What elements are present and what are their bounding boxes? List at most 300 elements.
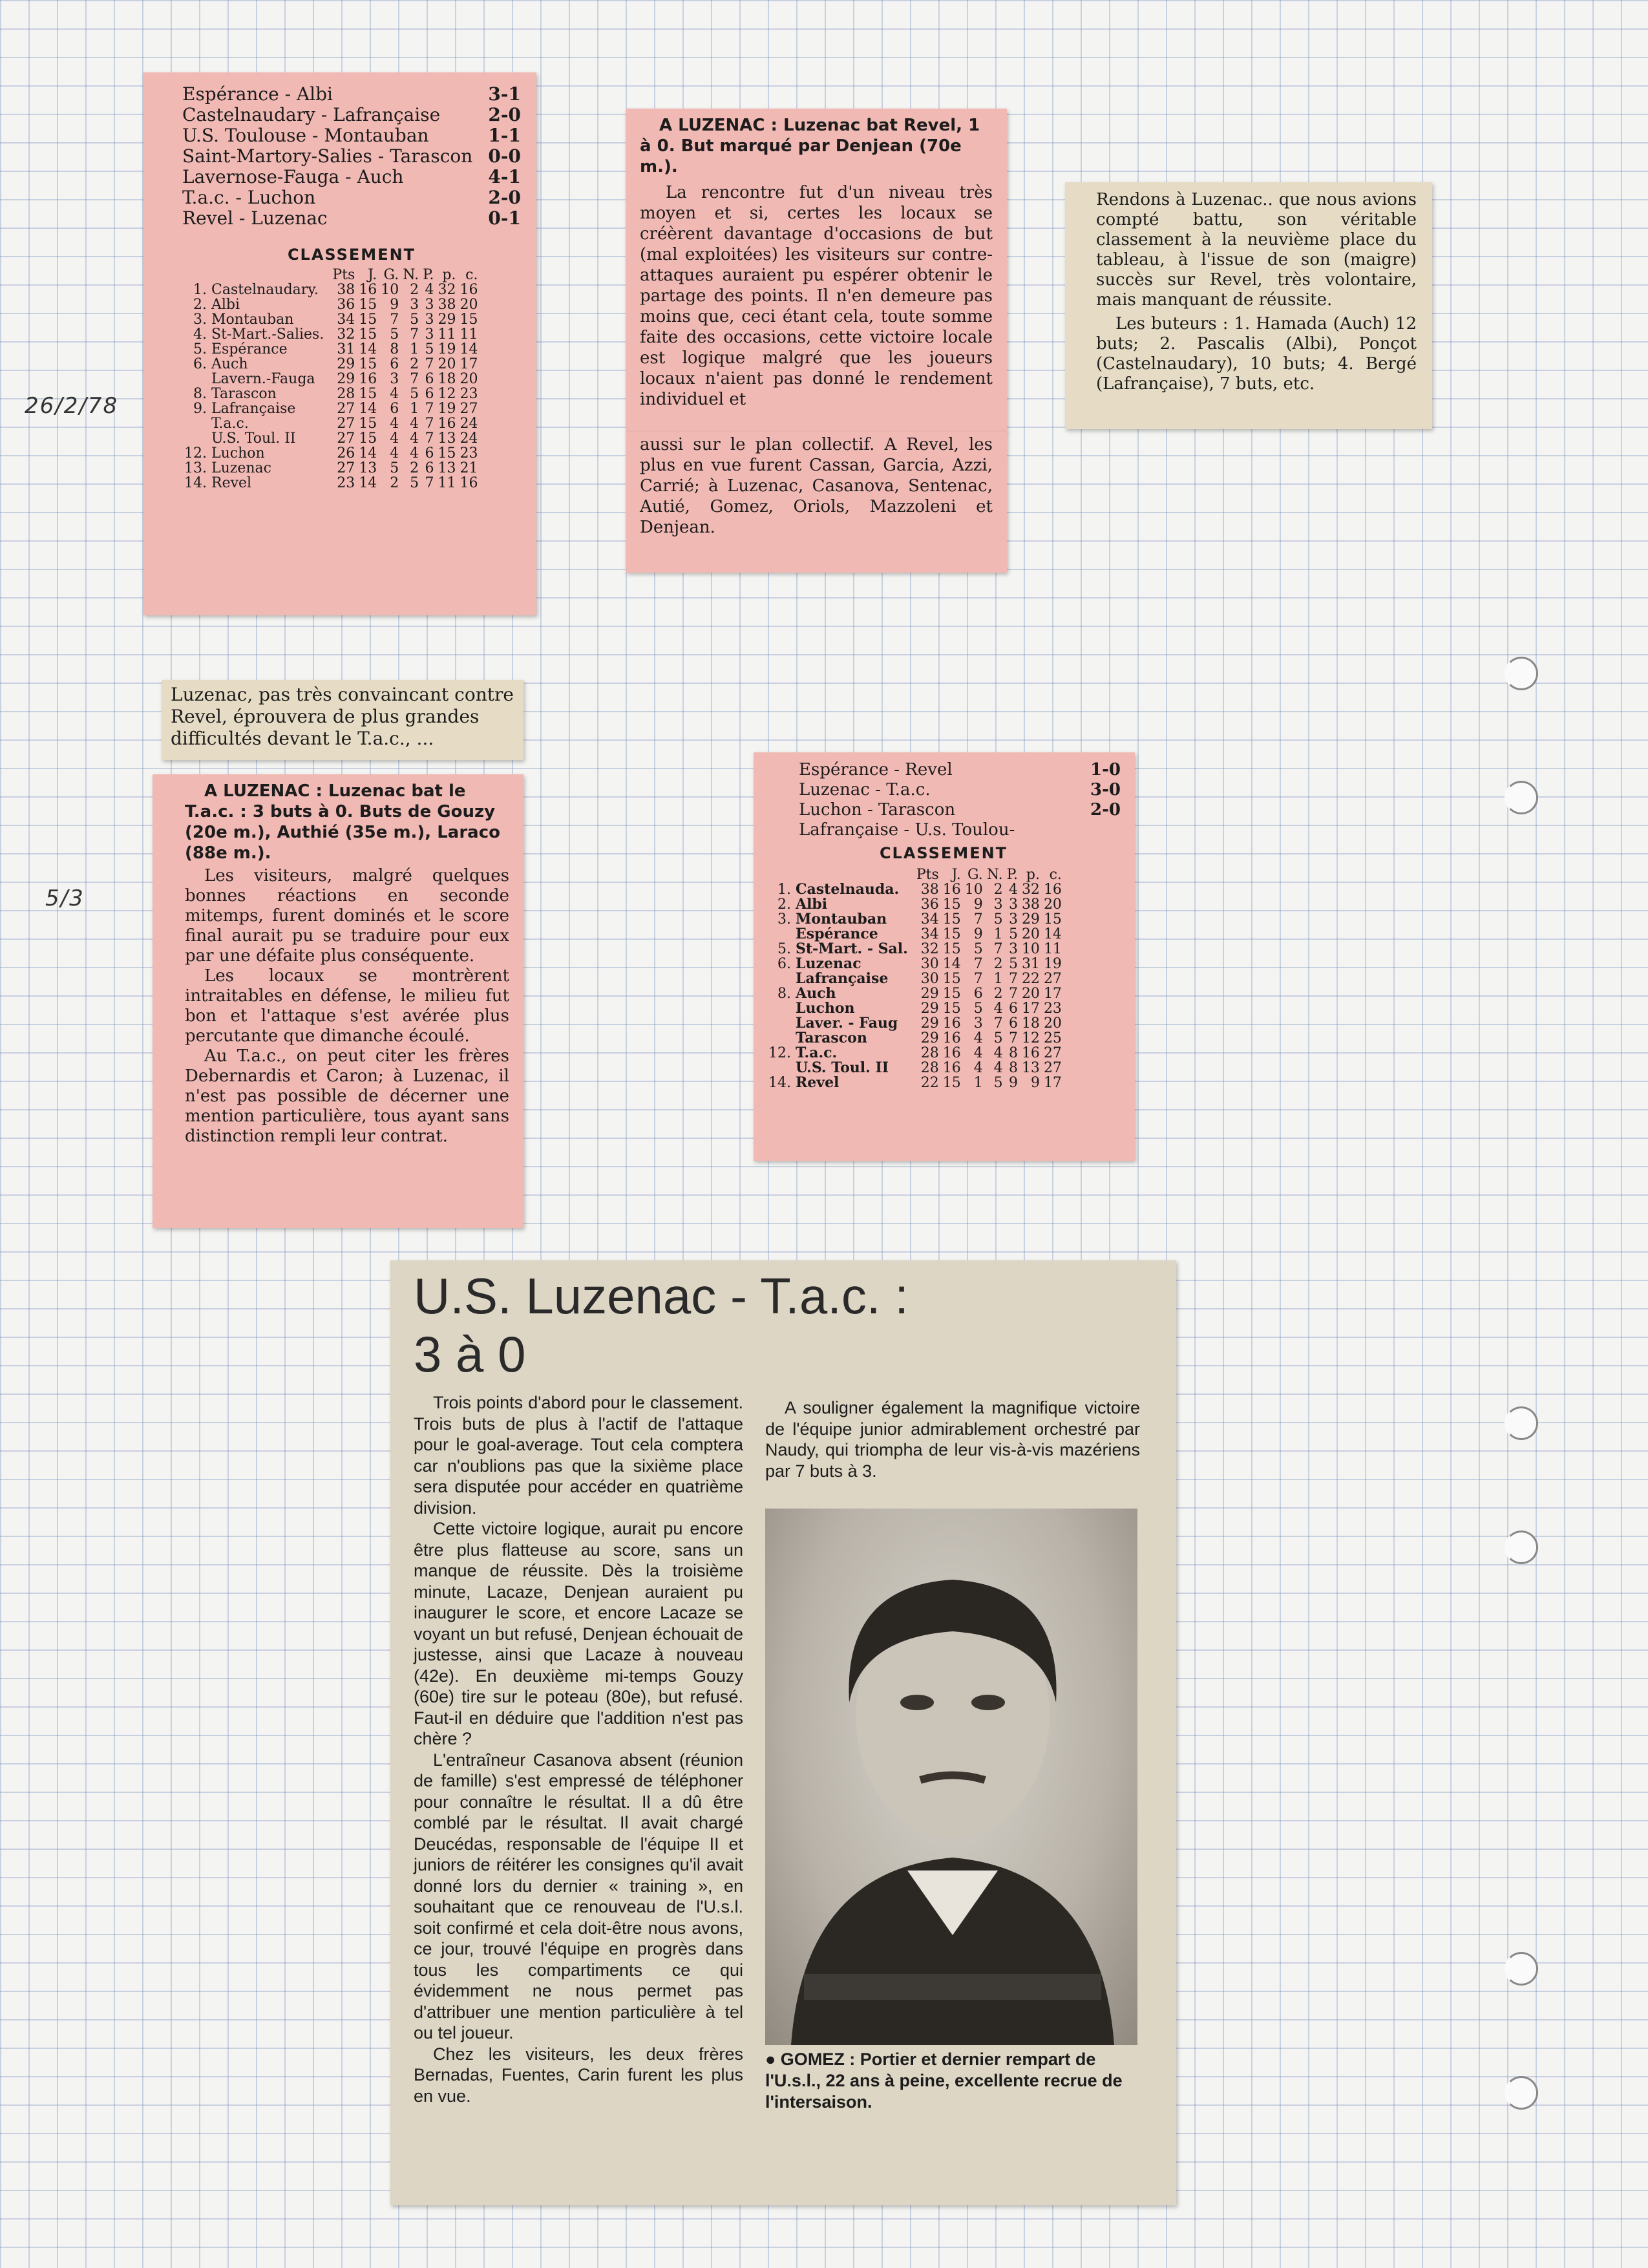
classement-value: 4	[390, 430, 399, 447]
classement-value: 4	[425, 282, 434, 298]
classement-value: 20	[1021, 986, 1040, 1002]
classement-value: 27	[337, 430, 355, 447]
classement-row	[766, 897, 1064, 912]
classement-value: 16	[1043, 882, 1062, 898]
result-row	[182, 146, 521, 167]
classement-value: 9	[973, 896, 983, 913]
classement-value: 18	[438, 371, 456, 387]
classement-value: 6	[973, 986, 983, 1002]
classement-value: 16	[942, 1060, 961, 1076]
classement-team: Albi	[796, 896, 828, 913]
classement-rank: 5.	[777, 941, 791, 957]
classement-row	[182, 416, 480, 431]
classement-value: 17	[1021, 1001, 1040, 1017]
classement-value: 7	[425, 401, 434, 417]
classement-value: 10	[381, 282, 399, 298]
classement-team: Montauban	[211, 312, 294, 328]
classement-value: 17	[460, 356, 478, 372]
classement-team: Revel	[796, 1074, 840, 1091]
classement-row	[182, 431, 480, 446]
classement-row	[766, 1061, 1064, 1076]
result-match: Luchon - Tarascon	[799, 800, 956, 820]
result-row	[799, 800, 1121, 820]
classement-value: 29	[920, 1015, 939, 1032]
classement-value: 4	[390, 445, 399, 461]
classement-value: 16	[359, 282, 377, 298]
result-row	[799, 780, 1121, 800]
classement-value: 12	[1021, 1030, 1040, 1046]
clipping-luzenac-bat-revel	[626, 109, 1007, 433]
classement-rank	[766, 1001, 794, 1016]
classement-value: 10	[1021, 941, 1040, 957]
classement-value: 32	[1021, 882, 1040, 898]
classement-row	[766, 1001, 1064, 1016]
classement-value: 15	[942, 1001, 961, 1017]
classement-value: 19	[438, 401, 456, 417]
classement-value: 8	[390, 341, 399, 357]
classement-row	[766, 986, 1064, 1001]
article-paragraph: Chez les visiteurs, les deux frères Bernadas, Fuentes, Carin furent les plus en vue.	[414, 2044, 743, 2106]
classement-row	[766, 1076, 1064, 1090]
binder-hole	[1505, 2076, 1538, 2110]
classement-rank	[182, 431, 209, 446]
classement-value: 7	[993, 1015, 1003, 1032]
classement-value: 3	[1008, 911, 1018, 927]
classement-value: 15	[942, 1075, 961, 1091]
article-body: La rencontre fut d'un niveau très moyen et si, certes les locaux se créèrent davantage d'occasions de but (mal exploitées) les visiteurs sur contre-attaques auraient pu espérer obtenir le partage des points. Il n'en demeure pas moins que, ceci étant cela, toute somme faite des occasions, cette victoire locale est logique malgré que les joueurs locaux n'aient pas donné le rendement individuel et	[640, 183, 993, 409]
classement-header: J.	[368, 267, 377, 283]
classement-value: 11	[460, 326, 478, 343]
classement-row	[182, 297, 480, 312]
classement-title: CLASSEMENT	[287, 246, 416, 264]
classement-rank: 12.	[184, 445, 207, 461]
classement-team: St-Mart. - Sal.	[796, 940, 908, 957]
result-score: 2-0	[1090, 800, 1121, 820]
classement-value: 27	[460, 401, 478, 417]
article-title: A LUZENAC : Luzenac bat Revel, 1 à 0. But marqué par Denjean (70e m.).	[640, 116, 980, 176]
classement-rank: 6.	[193, 356, 207, 372]
classement-value: 31	[1021, 956, 1040, 972]
classement-value: 16	[942, 882, 961, 898]
binder-hole	[1505, 657, 1538, 690]
classement-value: 19	[1043, 956, 1062, 972]
classement-rank: 4.	[193, 326, 207, 343]
classement-value: 27	[337, 416, 355, 432]
classement-value: 3	[973, 1015, 983, 1032]
classement-value: 4	[993, 1060, 1003, 1076]
classement-value: 2	[993, 986, 1003, 1002]
classement-value: 14	[359, 475, 377, 491]
binder-hole	[1505, 1952, 1538, 1986]
classement-value: 38	[438, 297, 456, 313]
classement-value: 4	[410, 430, 419, 447]
classement-rank	[766, 1061, 794, 1076]
classement-value: 11	[438, 326, 456, 343]
classement-header: J.	[951, 867, 961, 883]
classement-row	[182, 372, 480, 387]
clipping-results-week1	[143, 72, 536, 615]
classement-value: 15	[438, 445, 456, 461]
classement-value: 15	[1043, 911, 1062, 927]
classement-value: 38	[337, 282, 355, 298]
classement-value: 3	[390, 371, 399, 387]
article-body-cont: aussi sur le plan collectif. A Revel, les plus en vue furent Cassan, Garcia, Azzi, Carrié; à Luzenac, Casanova, Sentenac, Autié, Gomez, Oriols, Mazzoleni et Denjean.	[640, 435, 993, 537]
classement-value: 5	[1008, 926, 1018, 942]
classement-value: 11	[438, 475, 456, 491]
handwritten-date-2: 5/3	[45, 885, 85, 911]
classement-value: 9	[1030, 1075, 1040, 1091]
classement-rank: 8.	[777, 986, 791, 1002]
classement-value: 3	[425, 312, 434, 328]
classement-value: 3	[410, 297, 419, 313]
article-body: Luzenac, pas très convaincant contre Revel, éprouvera de plus grandes difficultés devant le T.a.c., ...	[171, 684, 514, 749]
classement-value: 4	[410, 416, 419, 432]
classement-value: 19	[438, 341, 456, 357]
classement-value: 34	[920, 911, 939, 927]
classement-value: 7	[390, 312, 399, 328]
classement-row	[182, 387, 480, 401]
classement-value: 34	[337, 312, 355, 328]
classement-value: 13	[1021, 1060, 1040, 1076]
result-match: Lavernose-Fauga - Auch	[182, 166, 404, 187]
classement-value: 12	[438, 386, 456, 402]
binder-hole	[1505, 1531, 1538, 1564]
result-row	[182, 125, 521, 146]
classement-value: 6	[425, 371, 434, 387]
classement-value: 29	[438, 312, 456, 328]
classement-value: 18	[1021, 1015, 1040, 1032]
classement-value: 15	[942, 896, 961, 913]
classement-value: 15	[460, 312, 478, 328]
classement-value: 5	[410, 386, 419, 402]
result-match: Lafrançaise - U.s. Toulou-	[799, 820, 1015, 840]
classement-value: 5	[425, 341, 434, 357]
player-photo	[765, 1509, 1137, 2045]
classement-value: 4	[390, 416, 399, 432]
classement-value: 23	[337, 475, 355, 491]
classement-value: 16	[942, 1015, 961, 1032]
classement-value: 7	[973, 971, 983, 987]
classement-value: 28	[337, 386, 355, 402]
classement-value: 4	[993, 1001, 1003, 1017]
classement-header: N.	[403, 267, 419, 283]
classement-rank: 3.	[193, 312, 207, 328]
result-match: U.S. Toulouse - Montauban	[182, 125, 429, 146]
result-row	[799, 820, 1121, 840]
result-row	[182, 167, 521, 187]
classement-header: G.	[967, 867, 983, 883]
article-headline-1: U.S. Luzenac - T.a.c. :	[414, 1267, 909, 1324]
classement-row	[766, 882, 1064, 897]
classement-header: G.	[383, 267, 399, 283]
classement-value: 5	[410, 312, 419, 328]
classement-value: 10	[964, 882, 983, 898]
classement-rank: 12.	[768, 1045, 791, 1061]
result-match: Luzenac - T.a.c.	[799, 780, 931, 800]
classement-value: 27	[1043, 1045, 1062, 1061]
classement-row	[182, 282, 480, 297]
classement-value: 17	[1043, 1075, 1062, 1091]
result-match: Saint-Martory-Salies - Tarascon	[182, 145, 473, 167]
classement-header: Pts	[332, 267, 355, 283]
classement-value: 15	[942, 971, 961, 987]
classement-value: 6	[390, 356, 399, 372]
classement-value: 32	[920, 941, 939, 957]
classement-value: 23	[460, 445, 478, 461]
classement-value: 3	[1008, 896, 1018, 913]
classement-value: 2	[410, 282, 419, 298]
classement-team: U.S. Toul. II	[211, 430, 296, 447]
classement-value: 7	[1008, 986, 1018, 1002]
classement-value: 20	[1043, 896, 1062, 913]
classement-value: 31	[337, 341, 355, 357]
classement-team: Espérance	[796, 926, 878, 942]
article-body-1: Les visiteurs, malgré quelques bonnes réactions en seconde mitemps, furent dominés et le score final aurait pu se traduire pour eux par une défaite plus conséquente.	[185, 866, 509, 966]
article-right-column	[765, 1392, 1140, 2113]
classement-row	[182, 401, 480, 416]
classement-team: Castelnauda.	[796, 881, 900, 898]
classement-value: 29	[1021, 911, 1040, 927]
classement-team: Luzenac	[796, 955, 861, 972]
classement-team: Auch	[796, 985, 836, 1002]
classement-team: Luchon	[796, 1000, 855, 1017]
classement-team: Lavern.-Fauga	[211, 371, 315, 387]
classement-value: 20	[438, 356, 456, 372]
result-score: 3-1	[488, 83, 521, 105]
classement-value: 16	[460, 282, 478, 298]
classement-value: 36	[920, 896, 939, 913]
classement-row	[182, 312, 480, 327]
classement-value: 20	[1021, 926, 1040, 942]
classement-value: 29	[920, 1001, 939, 1017]
classement-value: 32	[438, 282, 456, 298]
classement-team: T.a.c.	[211, 416, 249, 432]
classement-team: Luchon	[211, 445, 265, 461]
result-score: 3-0	[1090, 780, 1121, 800]
classement-rank	[766, 971, 794, 986]
classement-value: 5	[973, 941, 983, 957]
result-match: Espérance - Albi	[182, 83, 333, 105]
classement-row	[766, 1031, 1064, 1046]
article-paragraph: Trois points d'abord pour le classement. Trois buts de plus à l'actif de l'attaque pour le goal-average. Tout cela comptera car n'oublions pas que la sixième place sera disputée pour accéder en quatrième division.	[414, 1393, 743, 1518]
buteurs-list: Les buteurs : 1. Hamada (Auch) 12 buts; 2. Pascalis (Albi), Ponçot (Castelnaudary), 10 buts; 4. Bergé (Lafrançaise), 7 buts, etc.	[1096, 314, 1417, 394]
result-row	[182, 84, 521, 105]
classement-row	[766, 957, 1064, 971]
classement-value: 15	[359, 326, 377, 343]
classement-header: c.	[1049, 867, 1062, 883]
results-list	[766, 760, 1121, 840]
result-row	[182, 208, 521, 229]
article-left-column	[414, 1392, 743, 2113]
classement-value: 4	[973, 1060, 983, 1076]
classement-header: p.	[1026, 867, 1040, 883]
classement-value: 5	[993, 1075, 1003, 1091]
article-columns	[414, 1392, 1158, 2113]
classement-value: 34	[920, 926, 939, 942]
classement-value: 26	[337, 445, 355, 461]
classement-value: 3	[425, 326, 434, 343]
classement-value: 2	[993, 956, 1003, 972]
clipping-rendons-luzenac	[1065, 182, 1432, 429]
classement-row	[766, 1016, 1064, 1031]
classement-value: 4	[973, 1030, 983, 1046]
classement-value: 5	[390, 326, 399, 343]
classement-team: Tarascon	[211, 386, 277, 402]
result-row	[799, 760, 1121, 780]
classement-row	[182, 327, 480, 342]
classement-table	[182, 268, 480, 491]
result-row	[182, 187, 521, 208]
classement-value: 2	[390, 475, 399, 491]
classement-header: c.	[465, 267, 478, 283]
classement-value: 29	[920, 1030, 939, 1046]
article-paragraph: Cette victoire logique, aurait pu encore être plus flatteuse au score, sans un manque de réussite. Dès la troisième minute, Lacaze, Denjean auraient pu inaugurer le score, et encore Lacaze se voyant un but refusé, Denjean échouait de justesse, ainsi que Lacaze à nouveau (42e). En deuxième mi-temps Gouzy (60e) tire sur le poteau (80e), but refusé. Faut-il en déduire que l'addition n'est pas chère ?	[414, 1519, 743, 1748]
classement-header: P.	[1006, 867, 1018, 883]
classement-value: 6	[1008, 1001, 1018, 1017]
classement-team: Castelnaudary.	[211, 282, 319, 298]
classement-value: 16	[1021, 1045, 1040, 1061]
classement-value: 7	[1008, 1030, 1018, 1046]
classement-rank: 2.	[777, 896, 791, 913]
classement-value: 36	[337, 297, 355, 313]
classement-value: 21	[460, 460, 478, 476]
classement-value: 15	[359, 386, 377, 402]
results-list	[182, 84, 521, 229]
classement-value: 5	[1008, 956, 1018, 972]
classement-rank	[182, 372, 209, 387]
classement-rank: 1.	[193, 282, 207, 298]
classement-value: 1	[973, 1075, 983, 1091]
classement-value: 1	[410, 401, 419, 417]
classement-value: 14	[942, 956, 961, 972]
classement-row	[766, 1046, 1064, 1061]
result-score: 1-1	[488, 125, 521, 146]
classement-value: 2	[993, 882, 1003, 898]
classement-value: 9	[1008, 1075, 1018, 1091]
classement-value: 4	[973, 1045, 983, 1061]
result-score: 0-0	[488, 145, 521, 167]
classement-row	[766, 971, 1064, 986]
classement-value: 20	[460, 371, 478, 387]
classement-rank: 9.	[193, 401, 207, 417]
classement-value: 7	[410, 326, 419, 343]
result-match: T.a.c. - Luchon	[182, 187, 316, 208]
binder-hole	[1505, 1406, 1538, 1440]
result-match: Revel - Luzenac	[182, 207, 328, 229]
classement-team: St-Mart.-Salies.	[211, 326, 324, 343]
classement-value: 28	[920, 1060, 939, 1076]
clipping-preview-tac	[162, 680, 523, 760]
article-us-luzenac-tac	[390, 1260, 1176, 2205]
classement-value: 15	[942, 941, 961, 957]
result-match: Castelnaudary - Lafrançaise	[182, 104, 441, 125]
result-score: 0-1	[488, 207, 521, 229]
classement-value: 8	[1008, 1060, 1018, 1076]
classement-value: 13	[438, 460, 456, 476]
classement-value: 4	[410, 445, 419, 461]
classement-value: 30	[920, 956, 939, 972]
classement-value: 16	[942, 1045, 961, 1061]
article-right-paragraph: A souligner également la magnifique victoire de l'équipe junior admirablement orchestré par Naudy, qui triompha de leur vis-à-vis mazériens par 7 buts à 3.	[765, 1398, 1140, 1481]
classement-value: 5	[410, 475, 419, 491]
result-match: Espérance - Revel	[799, 760, 953, 779]
classement-value: 6	[390, 401, 399, 417]
classement-value: 15	[942, 986, 961, 1002]
classement-value: 15	[359, 430, 377, 447]
classement-rank	[766, 1016, 794, 1031]
classement-rank: 14.	[184, 475, 207, 491]
classement-value: 5	[993, 911, 1003, 927]
classement-value: 7	[973, 956, 983, 972]
classement-value: 29	[337, 371, 355, 387]
classement-value: 7	[425, 475, 434, 491]
classement-value: 38	[1021, 896, 1040, 913]
classement-rank: 5.	[193, 341, 207, 357]
article-headline-2: 3 à 0	[414, 1326, 526, 1383]
classement-value: 22	[1021, 971, 1040, 987]
classement-value: 4	[993, 1045, 1003, 1061]
classement-value: 11	[1043, 941, 1062, 957]
classement-value: 20	[1043, 1015, 1062, 1032]
classement-value: 2	[410, 460, 419, 476]
classement-rank	[766, 1031, 794, 1046]
article-paragraph: L'entraîneur Casanova absent (réunion de famille) s'est empressé de téléphoner pour connaître le résultat. Il a dû être comblé par le résultat. Il avait chargé Deucédas, responsable de l'équipe II et juniors de réitérer les consignes qu'il avait donné lors du dernier « training », en souhaitant que ce renouveau de l'U.s.l. soit confirmé et cela doit-être nous avons, ce jour, trouvé l'équipe en progrès dans tous les compartiments ce qui évidemment ne nous permet pas d'attribuer une mention particulière à tel ou tel joueur.	[414, 1750, 743, 2042]
classement-value: 7	[410, 371, 419, 387]
classement-value: 15	[359, 416, 377, 432]
classement-team: Revel	[211, 475, 252, 491]
article-body-2: Les locaux se montrèrent intraitables en défense, le milieu fut bon et l'attaque s'est avérée plus percutante que dimanche écoulé.	[185, 966, 509, 1046]
classement-value: 15	[942, 926, 961, 942]
classement-team: Espérance	[211, 341, 288, 357]
classement-value: 29	[337, 356, 355, 372]
classement-title: CLASSEMENT	[879, 844, 1008, 862]
classement-value: 7	[1008, 971, 1018, 987]
classement-value: 6	[425, 386, 434, 402]
classement-value: 14	[359, 445, 377, 461]
classement-row	[182, 357, 480, 372]
classement-team: T.a.c.	[796, 1044, 838, 1061]
classement-value: 3	[993, 896, 1003, 913]
classement-value: 1	[410, 341, 419, 357]
article-body-3: Au T.a.c., on peut citer les frères Debernardis et Caron; à Luzenac, il n'est pas possible de décerner une mention particulière, tous ayant sans distinction rempli leur contrat.	[185, 1046, 509, 1146]
classement-value: 38	[920, 882, 939, 898]
classement-team: Lafrançaise	[796, 970, 889, 987]
classement-value: 14	[359, 341, 377, 357]
classement-value: 6	[425, 445, 434, 461]
classement-value: 15	[942, 911, 961, 927]
classement-value: 7	[425, 356, 434, 372]
classement-rank: 13.	[184, 460, 207, 476]
result-score: 2-0	[488, 187, 521, 208]
classement-row	[766, 942, 1064, 957]
binder-hole	[1505, 781, 1538, 814]
classement-value: 5	[390, 460, 399, 476]
classement-value: 27	[337, 401, 355, 417]
classement-value: 15	[359, 356, 377, 372]
article-title: A LUZENAC : Luzenac bat le T.a.c. : 3 buts à 0. Buts de Gouzy (20e m.), Authié (35e m.), Laraco (88e m.).	[185, 781, 500, 863]
classement-value: 9	[390, 297, 399, 313]
classement-value: 1	[993, 926, 1003, 942]
classement-value: 16	[460, 475, 478, 491]
classement-value: 28	[920, 1045, 939, 1061]
classement-header: p.	[442, 267, 456, 283]
classement-team: Tarascon	[796, 1030, 867, 1046]
classement-header-row	[182, 268, 480, 282]
clipping-luzenac-bat-tac	[153, 774, 523, 1228]
classement-value: 14	[1043, 926, 1062, 942]
classement-rank: 8.	[193, 386, 207, 402]
classement-value: 24	[460, 416, 478, 432]
